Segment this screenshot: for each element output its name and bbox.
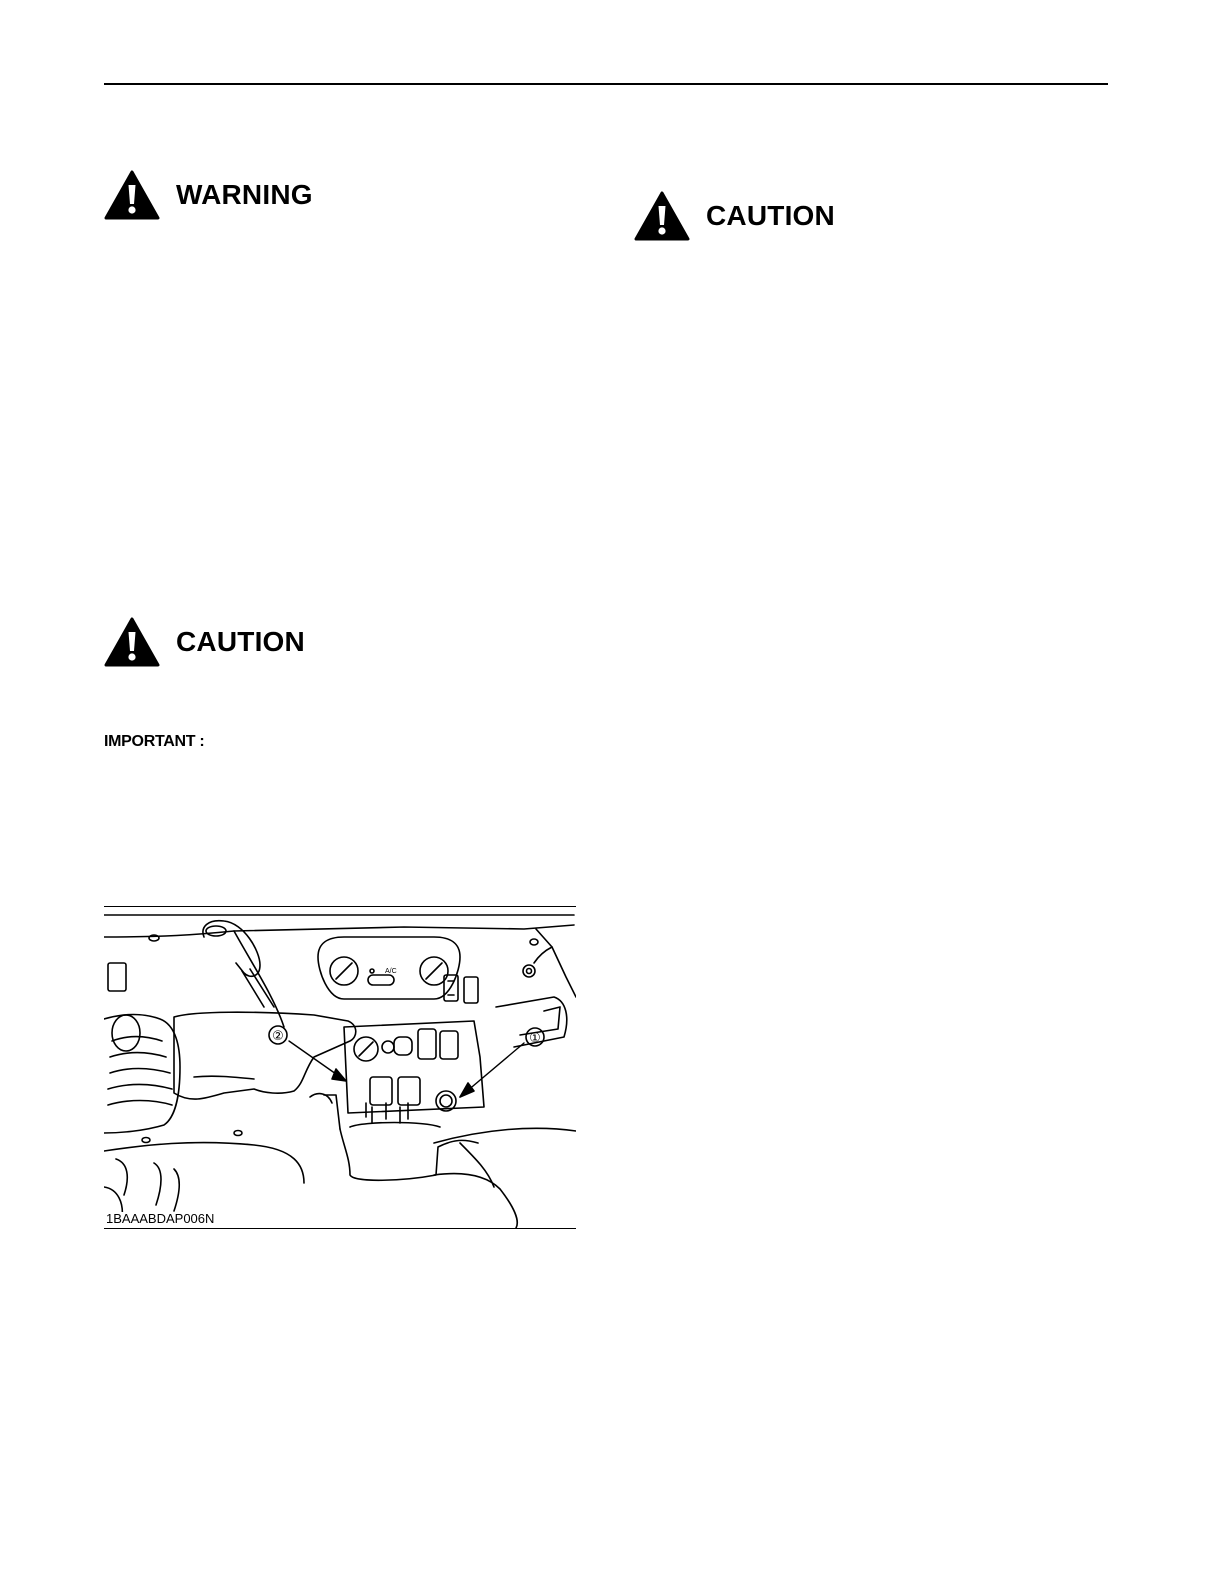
figure-code: 1BAAABDAP006N bbox=[106, 1210, 215, 1226]
caution-label-left: CAUTION bbox=[176, 626, 305, 657]
header-rule bbox=[104, 83, 1108, 85]
warning-heading bbox=[104, 170, 313, 220]
console-illustration bbox=[104, 906, 576, 1229]
warning-triangle-icon bbox=[104, 170, 160, 220]
callout-1-label: ① bbox=[529, 1031, 541, 1046]
caution-heading-right bbox=[634, 191, 835, 241]
caution-triangle-icon bbox=[104, 617, 160, 667]
warning-label: WARNING bbox=[176, 179, 313, 210]
ac-panel-label: A/C bbox=[385, 968, 397, 975]
callout-2-label: ② bbox=[272, 1029, 284, 1044]
important-label: IMPORTANT : bbox=[104, 733, 205, 750]
caution-triangle-icon bbox=[634, 191, 690, 241]
caution-label-right: CAUTION bbox=[706, 200, 835, 231]
caution-heading-left bbox=[104, 617, 305, 667]
